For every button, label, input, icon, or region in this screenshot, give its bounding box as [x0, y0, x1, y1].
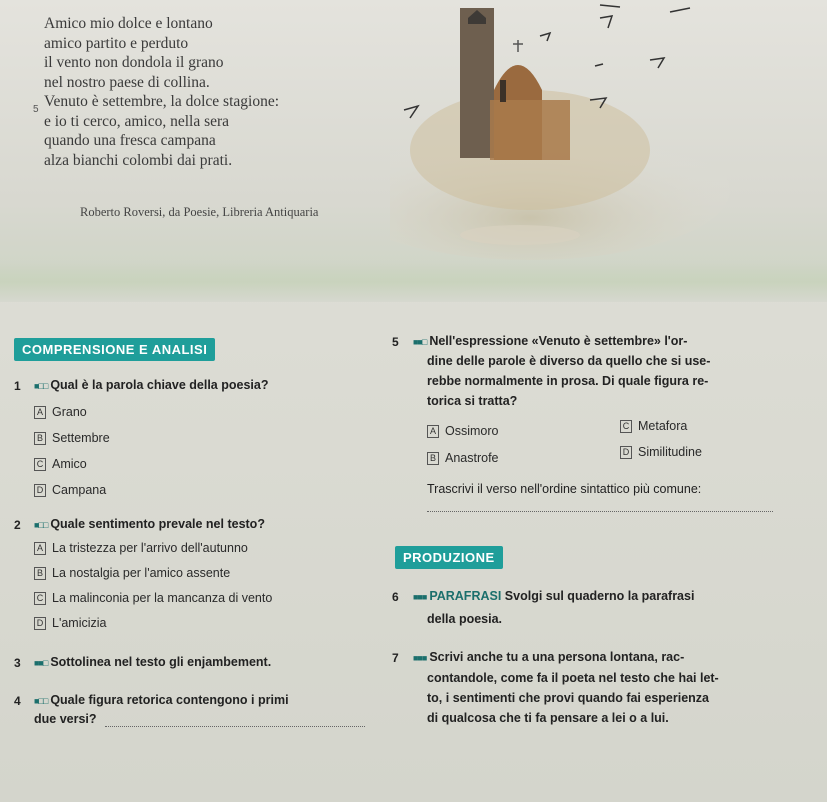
answer-line[interactable] — [427, 511, 773, 512]
checkbox[interactable]: A — [34, 542, 46, 555]
option-text: Campana — [52, 483, 107, 497]
question-number: 3 — [14, 656, 21, 670]
instruction-text: Trascrivi il verso nell'ordine sintattico più comune: — [427, 482, 702, 496]
difficulty-dots: ■■■ — [413, 653, 427, 663]
option-b[interactable] — [427, 451, 499, 465]
question-7 — [413, 649, 684, 667]
option-text: Ossimoro — [445, 424, 499, 438]
poem-line: e io ti cerco, amico, nella sera — [44, 112, 230, 130]
poem-line: quando una fresca campana — [44, 132, 216, 149]
poem-line: il vento non dondola il grano — [44, 54, 224, 71]
checkbox[interactable]: C — [620, 420, 632, 433]
option-text: Similitudine — [638, 445, 702, 459]
question-text: Sottolinea nel testo gli enjambement. — [50, 655, 272, 669]
option-d[interactable] — [34, 616, 107, 630]
question-6 — [413, 588, 694, 606]
question-text: contandole, come fa il poeta nel testo che hai let- — [427, 671, 719, 685]
question-text: di qualcosa che ti fa pensare a lei o a lui. — [427, 711, 669, 725]
question-number: 1 — [14, 379, 21, 393]
question-text: to, i sentimenti che provi quando fai esperienza — [427, 691, 710, 705]
question-2 — [34, 516, 265, 534]
question-number: 4 — [14, 694, 21, 708]
option-b[interactable] — [34, 566, 230, 580]
poem-line: alza bianchi colombi dai prati. — [44, 151, 233, 169]
question-text: dine delle parole è diverso da quello che si use- — [427, 354, 711, 368]
answer-line[interactable] — [105, 726, 365, 727]
option-text: Grano — [52, 405, 87, 419]
church-illustration — [390, 0, 827, 270]
checkbox[interactable]: D — [34, 484, 46, 497]
question-text: Quale sentimento prevale nel testo? — [50, 517, 265, 531]
option-c[interactable] — [34, 457, 87, 471]
option-a[interactable] — [427, 424, 498, 438]
poem-line: Amico mio dolce e lontano — [44, 15, 213, 32]
poem-line: Venuto è settembre, la dolce stagione: — [44, 93, 280, 110]
question-text: torica si tratta? — [427, 394, 518, 408]
question-text: Scrivi anche tu a una persona lontana, rac- — [429, 650, 685, 664]
question-number: 5 — [392, 335, 399, 349]
option-c[interactable] — [34, 591, 272, 605]
question-text: rebbe normalmente in prosa. Di quale figura re- — [427, 374, 709, 388]
option-text: Amico — [52, 457, 87, 471]
checkbox[interactable]: B — [427, 452, 439, 465]
section-comprensione: COMPRENSIONE E ANALISI — [14, 338, 215, 361]
option-text: Settembre — [52, 431, 110, 445]
checkbox[interactable]: A — [34, 406, 46, 419]
checkbox[interactable]: B — [34, 567, 46, 580]
option-text: Metafora — [638, 419, 688, 433]
section-produzione: PRODUZIONE — [395, 546, 503, 569]
difficulty-dots: ■■□ — [34, 658, 48, 668]
line-number: 5 — [33, 104, 39, 115]
poem — [44, 14, 279, 170]
option-text: Anastrofe — [445, 451, 499, 465]
question-5 — [413, 333, 687, 351]
difficulty-dots: ■□□ — [34, 381, 48, 391]
question-text: Qual è la parola chiave della poesia? — [50, 378, 269, 392]
option-a[interactable] — [34, 405, 87, 419]
question-3 — [34, 654, 271, 672]
checkbox[interactable]: B — [34, 432, 46, 445]
checkbox[interactable]: D — [34, 617, 46, 630]
difficulty-dots: ■■□ — [413, 337, 427, 347]
poem-line: amico partito e perduto — [44, 34, 189, 52]
question-text: due versi? — [34, 712, 97, 726]
poem-credit: Roberto Roversi, da Poesie, Libreria Antiquaria — [80, 205, 319, 219]
question-text: della poesia. — [427, 612, 503, 626]
option-text: La nostalgia per l'amico assente — [52, 566, 231, 580]
tower — [460, 8, 494, 158]
question-number: 7 — [392, 651, 399, 665]
checkbox[interactable]: C — [34, 592, 46, 605]
poem-line: nel nostro paese di collina. — [44, 73, 210, 91]
difficulty-dots: ■□□ — [34, 696, 48, 706]
option-c[interactable] — [620, 419, 687, 433]
checkbox[interactable]: D — [620, 446, 632, 459]
question-number: 6 — [392, 590, 399, 604]
option-b[interactable] — [34, 431, 110, 445]
option-d[interactable] — [34, 483, 106, 497]
option-text: L'amicizia — [52, 616, 107, 630]
question-4 — [34, 692, 289, 710]
checkbox[interactable]: A — [427, 425, 439, 438]
question-1 — [34, 377, 268, 395]
option-text: La malinconia per la mancanza di vento — [52, 591, 273, 605]
question-text: Quale figura retorica contengono i primi — [50, 693, 289, 707]
option-d[interactable] — [620, 445, 702, 459]
question-number: 2 — [14, 518, 21, 532]
option-a[interactable] — [34, 541, 248, 555]
option-text: La tristezza per l'arrivo dell'autunno — [52, 541, 248, 555]
difficulty-dots: ■□□ — [34, 520, 48, 530]
checkbox[interactable]: C — [34, 458, 46, 471]
question-text: Svolgi sul quaderno la parafrasi — [504, 589, 695, 603]
question-text: Nell'espressione «Venuto è settembre» l'or- — [429, 334, 688, 348]
difficulty-dots: ■■■ — [413, 592, 427, 602]
parafrasi-label: PARAFRASI — [429, 589, 502, 603]
